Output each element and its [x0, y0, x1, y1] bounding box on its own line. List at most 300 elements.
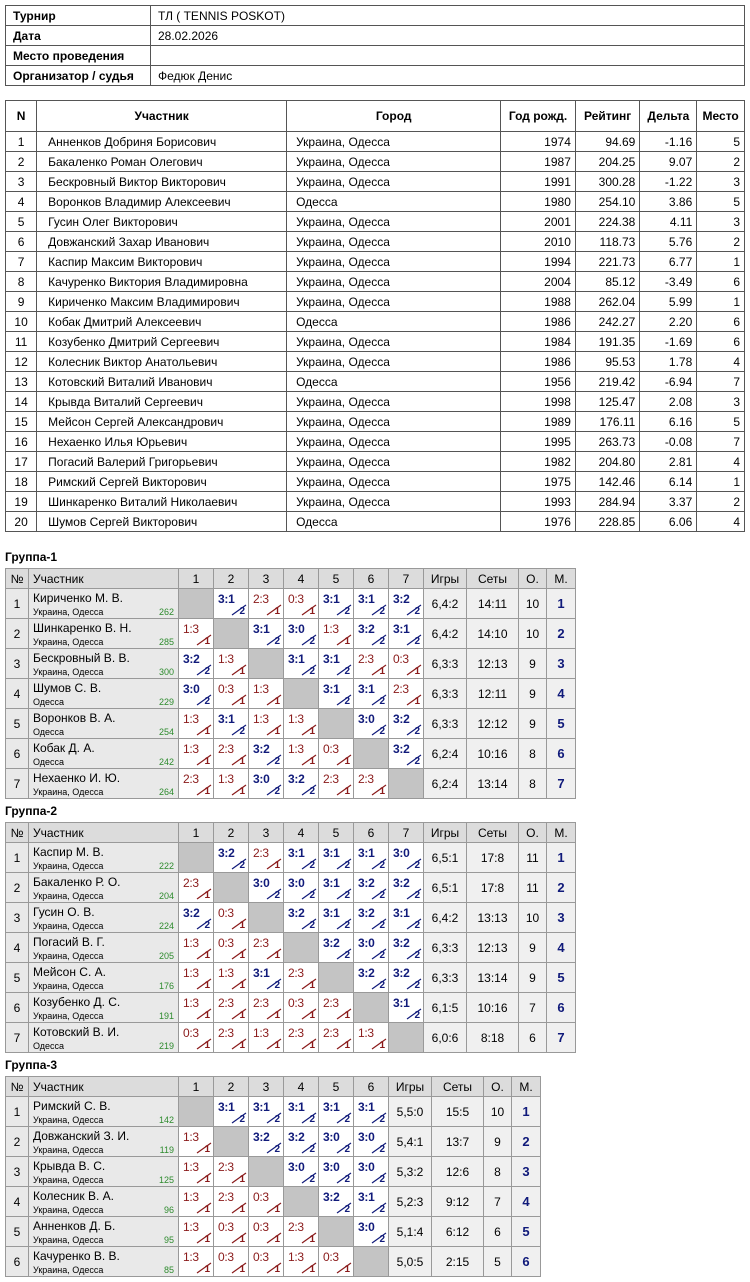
match-score: 3:0: [323, 1130, 340, 1144]
participant-row: [6, 312, 745, 332]
group-sets: 12:11: [467, 679, 519, 709]
participant-row: [6, 252, 745, 272]
match-score: 3:1: [323, 682, 340, 696]
group-header-sets: Сеты: [432, 1077, 484, 1097]
group-points: 11: [519, 843, 547, 873]
participant-cell: Украина, Одесса: [287, 472, 501, 492]
participant-cell: 284.94: [575, 492, 639, 512]
match-points: 1: [309, 1234, 315, 1245]
match-result-cell: [179, 933, 214, 963]
match-points: 1: [204, 1174, 210, 1185]
participant-cell: 94.69: [575, 132, 639, 152]
player-rating: 125: [158, 1175, 174, 1185]
match-score: 3:1: [253, 622, 270, 636]
participant-cell: 85.12: [575, 272, 639, 292]
group-header-opponent: 6: [354, 1077, 389, 1097]
match-result-cell: [249, 963, 284, 993]
participant-row: [6, 132, 745, 152]
group-place: 4: [512, 1187, 541, 1217]
self-match-cell: [354, 1247, 389, 1277]
group-player-cell: [29, 993, 179, 1023]
match-result-cell: [179, 1187, 214, 1217]
match-points: 2: [379, 1234, 385, 1245]
group-row-no: 1: [6, 843, 29, 873]
match-score: 3:2: [288, 1130, 305, 1144]
match-points: 2: [344, 606, 350, 617]
group-games: 5,4:1: [389, 1127, 432, 1157]
match-points: 2: [379, 890, 385, 901]
match-score: 2:3: [218, 1190, 234, 1204]
group-row-no: 5: [6, 963, 29, 993]
match-points: 2: [309, 1144, 315, 1155]
match-score: 3:0: [253, 876, 270, 890]
participant-row: [6, 492, 745, 512]
participants-header-row: [6, 101, 745, 132]
participant-cell: 16: [6, 432, 37, 452]
participant-cell: 1993: [501, 492, 576, 512]
match-points: 2: [204, 696, 210, 707]
participant-cell: 13: [6, 372, 37, 392]
self-match-cell: [249, 903, 284, 933]
match-result-cell: [179, 903, 214, 933]
participant-cell: Качуренко Виктория Владимировна: [37, 272, 287, 292]
match-points: 1: [239, 1174, 245, 1185]
participants-header-cell: Год рожд.: [501, 101, 576, 132]
match-score: 3:2: [323, 1190, 340, 1204]
participant-cell: Одесса: [287, 192, 501, 212]
match-points: 1: [239, 980, 245, 991]
match-result-cell: [389, 619, 424, 649]
match-score: 1:3: [183, 966, 199, 980]
match-score: 3:0: [253, 772, 270, 786]
group-row: [6, 1187, 541, 1217]
match-score: 3:2: [393, 936, 410, 950]
match-result-cell: [354, 589, 389, 619]
match-score: 0:3: [218, 936, 234, 950]
player-name: Козубенко Д. С.: [33, 995, 121, 1009]
group-points: 6: [484, 1217, 512, 1247]
group-player-cell: [29, 1157, 179, 1187]
group-games: 5,1:4: [389, 1217, 432, 1247]
self-match-cell: [179, 843, 214, 873]
group-header-opponent: 1: [179, 823, 214, 843]
match-result-cell: [179, 873, 214, 903]
player-name: Мейсон С. А.: [33, 965, 106, 979]
group-header-no: №: [6, 569, 29, 589]
match-score: 3:1: [218, 1100, 235, 1114]
match-result-cell: [214, 1157, 249, 1187]
participant-cell: 5: [697, 412, 745, 432]
participant-cell: 7: [697, 432, 745, 452]
info-value: 28.02.2026: [151, 26, 745, 46]
match-score: 2:3: [253, 996, 269, 1010]
match-result-cell: [354, 873, 389, 903]
player-rating: 95: [163, 1235, 174, 1245]
participant-cell: 2.81: [640, 452, 697, 472]
participant-cell: 3: [6, 172, 37, 192]
group-header-row: [6, 823, 576, 843]
match-score: 0:3: [183, 1026, 199, 1040]
match-score: 3:1: [323, 906, 340, 920]
player-city: Украина, Одесса: [33, 1265, 104, 1275]
participant-cell: 254.10: [575, 192, 639, 212]
match-points: 1: [309, 1010, 315, 1021]
match-score: 3:1: [288, 846, 305, 860]
match-score: 2:3: [218, 996, 234, 1010]
match-points: 2: [344, 860, 350, 871]
match-score: 3:1: [393, 906, 410, 920]
group-row-no: 3: [6, 649, 29, 679]
participant-cell: Гусин Олег Викторович: [37, 212, 287, 232]
participant-cell: 14: [6, 392, 37, 412]
participant-cell: Римский Сергей Викторович: [37, 472, 287, 492]
match-result-cell: [249, 993, 284, 1023]
match-points: 1: [309, 980, 315, 991]
group-games: 6,3:3: [424, 963, 467, 993]
participant-cell: 2.20: [640, 312, 697, 332]
participant-cell: 5: [697, 192, 745, 212]
match-score: 1:3: [183, 1220, 199, 1234]
participants-header-cell: Участник: [37, 101, 287, 132]
match-score: 2:3: [323, 996, 339, 1010]
group-player-cell: [29, 1247, 179, 1277]
match-score: 1:3: [183, 742, 199, 756]
match-result-cell: [214, 933, 249, 963]
group-header-opponent: 1: [179, 1077, 214, 1097]
participant-cell: Одесса: [287, 372, 501, 392]
participant-row: [6, 172, 745, 192]
participant-cell: 242.27: [575, 312, 639, 332]
group-row: [6, 1247, 541, 1277]
group-points: 7: [484, 1187, 512, 1217]
match-result-cell: [389, 903, 424, 933]
group-row: [6, 933, 576, 963]
group-row-no: 6: [6, 739, 29, 769]
participant-cell: Украина, Одесса: [287, 232, 501, 252]
group-header-no: №: [6, 823, 29, 843]
match-points: 1: [274, 1040, 280, 1051]
group-games: 5,3:2: [389, 1157, 432, 1187]
participant-cell: Котовский Виталий Иванович: [37, 372, 287, 392]
player-name: Котовский В. И.: [33, 1025, 120, 1039]
group-sets: 14:11: [467, 589, 519, 619]
player-name: Бакаленко Р. О.: [33, 875, 121, 889]
match-result-cell: [284, 769, 319, 799]
match-result-cell: [284, 739, 319, 769]
match-points: 1: [239, 666, 245, 677]
match-result-cell: [214, 679, 249, 709]
participant-cell: Украина, Одесса: [287, 152, 501, 172]
match-result-cell: [284, 963, 319, 993]
group-place: 7: [547, 1023, 576, 1053]
match-score: 3:1: [323, 846, 340, 860]
match-points: 2: [274, 786, 280, 797]
match-points: 1: [274, 1264, 280, 1275]
match-points: 1: [414, 666, 420, 677]
match-points: 2: [379, 1204, 385, 1215]
participant-cell: 118.73: [575, 232, 639, 252]
info-label: Организатор / судья: [6, 66, 151, 86]
match-points: 1: [239, 696, 245, 707]
match-points: 1: [274, 860, 280, 871]
match-result-cell: [284, 619, 319, 649]
player-name: Каспир М. В.: [33, 845, 104, 859]
group-player-cell: [29, 843, 179, 873]
match-result-cell: [179, 963, 214, 993]
group-row-no: 3: [6, 903, 29, 933]
match-result-cell: [354, 1217, 389, 1247]
group-header-opponent: 3: [249, 569, 284, 589]
match-result-cell: [284, 649, 319, 679]
match-score: 1:3: [218, 966, 234, 980]
group-row-no: 2: [6, 873, 29, 903]
match-score: 3:0: [288, 1160, 305, 1174]
match-points: 1: [309, 1264, 315, 1275]
match-score: 0:3: [218, 1220, 234, 1234]
participant-cell: Довжанский Захар Иванович: [37, 232, 287, 252]
participant-cell: Воронков Владимир Алексеевич: [37, 192, 287, 212]
match-result-cell: [354, 679, 389, 709]
match-points: 1: [344, 1040, 350, 1051]
participants-header-cell: Рейтинг: [575, 101, 639, 132]
group-header-games: Игры: [424, 823, 467, 843]
participant-cell: 3: [697, 392, 745, 412]
match-result-cell: [319, 873, 354, 903]
player-city: Одесса: [33, 697, 65, 707]
participant-cell: 4: [697, 512, 745, 532]
group-games: 6,3:3: [424, 679, 467, 709]
participant-row: [6, 272, 745, 292]
participant-row: [6, 212, 745, 232]
group-points: 9: [519, 709, 547, 739]
match-result-cell: [214, 709, 249, 739]
group-title: Группа-1: [5, 550, 58, 564]
participant-cell: 2: [697, 232, 745, 252]
group-games: 5,2:3: [389, 1187, 432, 1217]
participant-cell: 1975: [501, 472, 576, 492]
match-result-cell: [249, 739, 284, 769]
match-result-cell: [319, 993, 354, 1023]
player-city: Одесса: [33, 1041, 65, 1051]
group-row-no: 7: [6, 1023, 29, 1053]
participant-cell: Украина, Одесса: [287, 332, 501, 352]
match-points: 1: [204, 636, 210, 647]
participant-row: [6, 392, 745, 412]
match-points: 1: [204, 1040, 210, 1051]
group-header-opponent: 2: [214, 569, 249, 589]
participant-cell: 204.80: [575, 452, 639, 472]
group-player-cell: [29, 679, 179, 709]
player-name: Крывда В. С.: [33, 1159, 106, 1173]
group-header-opponent: 3: [249, 823, 284, 843]
group-row: [6, 739, 576, 769]
player-rating: 285: [158, 637, 174, 647]
group-points: 10: [484, 1097, 512, 1127]
self-match-cell: [354, 739, 389, 769]
info-value: [151, 46, 745, 66]
group-player-cell: [29, 933, 179, 963]
participant-cell: Украина, Одесса: [287, 432, 501, 452]
participant-cell: 300.28: [575, 172, 639, 192]
group-row: [6, 843, 576, 873]
participant-cell: 12: [6, 352, 37, 372]
match-result-cell: [284, 1023, 319, 1053]
match-result-cell: [319, 1023, 354, 1053]
participant-cell: 1.78: [640, 352, 697, 372]
participant-cell: Украина, Одесса: [287, 172, 501, 192]
participant-cell: -1.16: [640, 132, 697, 152]
participant-cell: 2.08: [640, 392, 697, 412]
match-result-cell: [319, 769, 354, 799]
match-result-cell: [319, 739, 354, 769]
self-match-cell: [249, 1157, 284, 1187]
group-row: [6, 589, 576, 619]
match-points: 1: [204, 1264, 210, 1275]
participant-cell: Украина, Одесса: [287, 132, 501, 152]
group-games: 6,1:5: [424, 993, 467, 1023]
match-result-cell: [284, 873, 319, 903]
match-score: 1:3: [288, 742, 304, 756]
match-score: 3:1: [358, 682, 375, 696]
match-points: 2: [274, 980, 280, 991]
group-row-no: 7: [6, 769, 29, 799]
participants-header-cell: N: [6, 101, 37, 132]
match-result-cell: [214, 769, 249, 799]
player-rating: 96: [163, 1205, 174, 1215]
match-score: 3:2: [358, 966, 375, 980]
participant-cell: 204.25: [575, 152, 639, 172]
match-score: 2:3: [253, 592, 269, 606]
match-points: 2: [274, 1144, 280, 1155]
match-score: 0:3: [218, 906, 234, 920]
match-score: 2:3: [323, 772, 339, 786]
match-result-cell: [354, 903, 389, 933]
player-rating: 205: [158, 951, 174, 961]
group-player-cell: [29, 739, 179, 769]
participant-row: [6, 412, 745, 432]
player-name: Кириченко М. В.: [33, 591, 124, 605]
match-points: 2: [379, 636, 385, 647]
match-result-cell: [284, 1097, 319, 1127]
match-result-cell: [214, 1247, 249, 1277]
match-points: 1: [204, 890, 210, 901]
group-header-opponent: 4: [284, 1077, 319, 1097]
match-score: 0:3: [218, 682, 234, 696]
group-row: [6, 1217, 541, 1247]
group-row: [6, 963, 576, 993]
match-points: 2: [309, 666, 315, 677]
match-score: 0:3: [218, 1250, 234, 1264]
match-points: 1: [344, 636, 350, 647]
participant-cell: Каспир Максим Викторович: [37, 252, 287, 272]
match-score: 3:2: [393, 592, 410, 606]
participant-row: [6, 332, 745, 352]
match-result-cell: [354, 1097, 389, 1127]
match-score: 3:1: [358, 592, 375, 606]
group-place: 2: [512, 1127, 541, 1157]
match-score: 2:3: [218, 742, 234, 756]
player-city: Одесса: [33, 727, 65, 737]
group-sets: 12:13: [467, 933, 519, 963]
participant-cell: 1986: [501, 312, 576, 332]
match-score: 2:3: [253, 846, 269, 860]
match-result-cell: [179, 679, 214, 709]
match-points: 2: [414, 1010, 420, 1021]
match-result-cell: [354, 1023, 389, 1053]
match-result-cell: [389, 739, 424, 769]
match-points: 1: [274, 696, 280, 707]
match-points: 1: [344, 786, 350, 797]
player-name: Бескровный В. В.: [33, 651, 130, 665]
match-points: 1: [379, 666, 385, 677]
group-games: 6,0:6: [424, 1023, 467, 1053]
match-points: 2: [344, 890, 350, 901]
match-points: 1: [239, 1264, 245, 1275]
player-rating: 119: [159, 1145, 174, 1155]
match-points: 2: [239, 1114, 245, 1125]
match-score: 3:1: [218, 592, 235, 606]
group-points: 9: [519, 679, 547, 709]
participant-cell: -0.08: [640, 432, 697, 452]
group-points: 9: [484, 1127, 512, 1157]
participant-cell: 10: [6, 312, 37, 332]
participant-cell: 1988: [501, 292, 576, 312]
participant-cell: 4: [697, 352, 745, 372]
match-result-cell: [319, 843, 354, 873]
group-header-games: Игры: [389, 1077, 432, 1097]
self-match-cell: [249, 649, 284, 679]
group-sets: 12:13: [467, 649, 519, 679]
participant-cell: 6: [697, 332, 745, 352]
player-city: Украина, Одесса: [33, 1235, 104, 1245]
participant-row: [6, 352, 745, 372]
group-row-no: 4: [6, 1187, 29, 1217]
group-place: 6: [547, 739, 576, 769]
group-points: 8: [519, 739, 547, 769]
group-player-cell: [29, 1023, 179, 1053]
group-row: [6, 993, 576, 1023]
match-result-cell: [249, 589, 284, 619]
player-rating: 254: [158, 727, 174, 737]
group-place: 6: [547, 993, 576, 1023]
match-result-cell: [284, 1217, 319, 1247]
match-result-cell: [179, 649, 214, 679]
participant-cell: 7: [697, 372, 745, 392]
match-points: 2: [204, 920, 210, 931]
player-rating: 142: [158, 1115, 174, 1125]
participant-row: [6, 472, 745, 492]
participant-cell: -1.69: [640, 332, 697, 352]
group-games: 5,5:0: [389, 1097, 432, 1127]
match-score: 3:2: [218, 846, 235, 860]
group-points: 6: [519, 1023, 547, 1053]
match-score: 1:3: [323, 622, 339, 636]
match-score: 0:3: [393, 652, 409, 666]
match-points: 2: [414, 890, 420, 901]
participant-cell: Анненков Добриня Борисович: [37, 132, 287, 152]
match-result-cell: [389, 649, 424, 679]
player-rating: 85: [163, 1265, 174, 1275]
player-city: Одесса: [33, 757, 65, 767]
group-sets: 12:6: [432, 1157, 484, 1187]
match-score: 0:3: [323, 1250, 339, 1264]
group-header-opponent: 6: [354, 823, 389, 843]
match-points: 2: [309, 1174, 315, 1185]
self-match-cell: [214, 873, 249, 903]
participant-row: [6, 452, 745, 472]
participant-cell: Украина, Одесса: [287, 412, 501, 432]
participant-cell: 6: [697, 312, 745, 332]
